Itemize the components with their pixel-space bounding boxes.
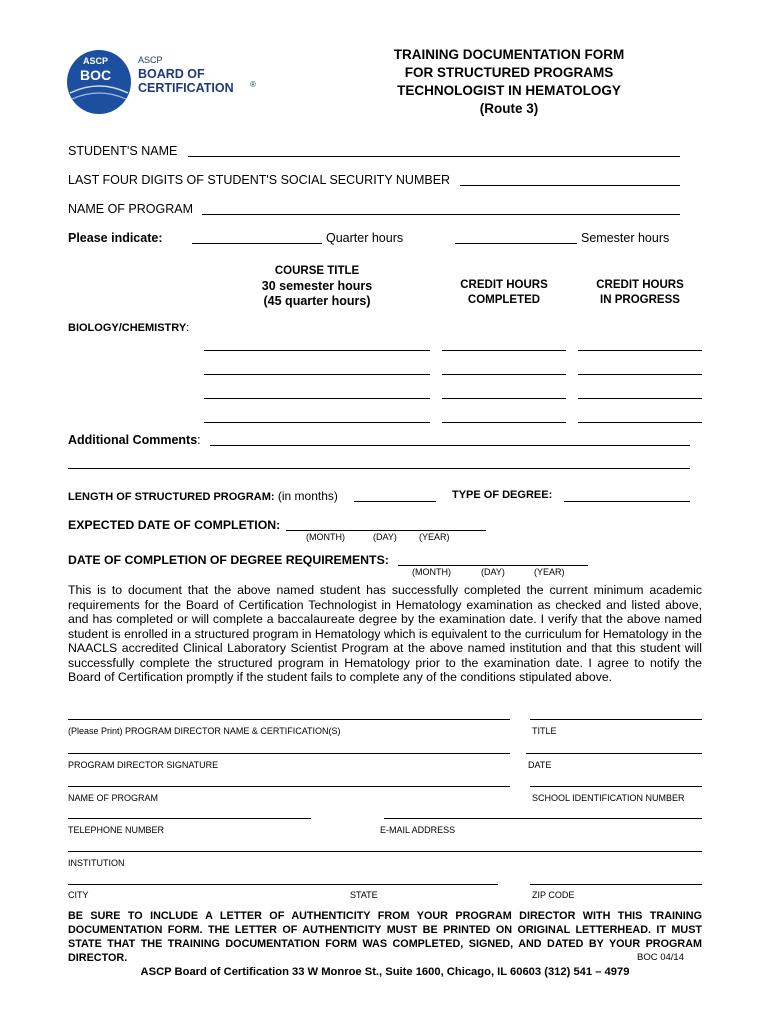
city-label: CITY bbox=[68, 890, 89, 900]
credit-progress-line1: CREDIT HOURS bbox=[596, 279, 684, 291]
institution-field[interactable] bbox=[68, 851, 702, 852]
quarter-hours-label: Quarter hours bbox=[326, 231, 404, 245]
semester-hours-field[interactable] bbox=[455, 243, 577, 244]
credit-progress-header bbox=[576, 278, 704, 308]
email-field[interactable] bbox=[384, 818, 702, 819]
title-field[interactable] bbox=[530, 719, 702, 720]
date-label: DATE bbox=[528, 760, 552, 770]
expected-completion-label: EXPECTED DATE OF COMPLETION: bbox=[68, 518, 281, 532]
course-row-1-title[interactable] bbox=[204, 350, 430, 351]
footer-address: ASCP Board of Certification 33 W Monroe St., Suite 1600, Chicago, IL 60603 (312) 541 – 4979 bbox=[140, 966, 630, 978]
degree-completion-label: DATE OF COMPLETION OF DEGREE REQUIREMENTS: bbox=[68, 553, 389, 567]
badge-main-text: BOC bbox=[80, 67, 112, 83]
credit-completed-line1: CREDIT HOURS bbox=[460, 279, 548, 291]
biology-chemistry-label bbox=[68, 322, 189, 334]
course-row-2-title[interactable] bbox=[204, 374, 430, 375]
city-state-field[interactable] bbox=[68, 884, 498, 885]
course-row-3-completed[interactable] bbox=[442, 398, 566, 399]
telephone-label: TELEPHONE NUMBER bbox=[68, 825, 165, 835]
expected-completion-field[interactable] bbox=[286, 530, 486, 531]
course-row-3-progress[interactable] bbox=[578, 398, 702, 399]
zip-label: ZIP CODE bbox=[532, 890, 575, 900]
title-line2: FOR STRUCTURED PROGRAMS bbox=[404, 65, 614, 80]
program-name-label: NAME OF PROGRAM bbox=[68, 202, 194, 216]
director-name-field[interactable] bbox=[68, 719, 510, 720]
course-title-text: COURSE TITLE bbox=[274, 265, 360, 277]
quarter-hours-requirement: (45 quarter hours) bbox=[263, 294, 371, 308]
signature-field[interactable] bbox=[68, 753, 510, 754]
degree-day-hint: (DAY) bbox=[481, 567, 505, 577]
director-name-label: (Please Print) PROGRAM DIRECTOR NAME & CERTIFICATION(S) bbox=[68, 726, 341, 736]
institution-label: INSTITUTION bbox=[68, 858, 125, 868]
course-row-1-progress[interactable] bbox=[578, 350, 702, 351]
degree-completion-field[interactable] bbox=[398, 565, 588, 566]
zip-field[interactable] bbox=[530, 884, 702, 885]
course-row-4-completed[interactable] bbox=[442, 422, 566, 423]
registered-mark: ® bbox=[250, 80, 256, 89]
program-name-field[interactable] bbox=[202, 214, 680, 215]
section-name: BIOLOGY/CHEMISTRY bbox=[68, 322, 187, 334]
course-row-1-completed[interactable] bbox=[442, 350, 566, 351]
school-id-field[interactable] bbox=[530, 786, 702, 787]
email-label: E-MAIL ADDRESS bbox=[380, 825, 456, 835]
please-indicate-label: Please indicate: bbox=[68, 231, 163, 245]
comments-field-1[interactable] bbox=[210, 445, 690, 446]
org-line2: CERTIFICATION bbox=[138, 81, 234, 95]
form-title bbox=[364, 46, 654, 118]
title-label: TITLE bbox=[532, 726, 557, 736]
credit-progress-line2: IN PROGRESS bbox=[600, 294, 680, 306]
length-unit-text: (in months) bbox=[274, 489, 338, 503]
course-row-2-completed[interactable] bbox=[442, 374, 566, 375]
course-row-4-progress[interactable] bbox=[578, 422, 702, 423]
sig-program-field[interactable] bbox=[68, 786, 510, 787]
semester-hours-requirement: 30 semester hours bbox=[261, 279, 373, 293]
semester-hours-label: Semester hours bbox=[581, 231, 670, 245]
signature-label: PROGRAM DIRECTOR SIGNATURE bbox=[68, 760, 219, 770]
credit-completed-line2: COMPLETED bbox=[467, 294, 541, 306]
comments-field-2[interactable] bbox=[68, 468, 690, 469]
expected-day-hint: (DAY) bbox=[373, 532, 397, 542]
length-label-text: LENGTH OF STRUCTURED PROGRAM: bbox=[68, 491, 275, 503]
org-line1: BOARD OF bbox=[138, 67, 205, 81]
course-title-header bbox=[222, 264, 412, 309]
course-row-3-title[interactable] bbox=[204, 398, 430, 399]
course-row-2-progress[interactable] bbox=[578, 374, 702, 375]
credit-completed-header bbox=[440, 278, 568, 308]
school-id-label: SCHOOL IDENTIFICATION NUMBER bbox=[532, 793, 685, 803]
form-code: BOC 04/14 bbox=[637, 952, 684, 963]
student-name-field[interactable] bbox=[188, 156, 680, 157]
comments-colon: : bbox=[197, 433, 201, 447]
title-line1: TRAINING DOCUMENTATION FORM bbox=[393, 47, 625, 62]
section-colon: : bbox=[186, 322, 190, 334]
expected-month-hint: (MONTH) bbox=[306, 532, 345, 542]
comments-label-text: Additional Comments bbox=[68, 433, 198, 447]
ssn-field[interactable] bbox=[460, 185, 680, 186]
badge-top-text: ASCP bbox=[83, 56, 109, 66]
additional-comments-label bbox=[68, 433, 201, 447]
title-line4: (Route 3) bbox=[479, 101, 539, 116]
degree-year-hint: (YEAR) bbox=[534, 567, 565, 577]
telephone-field[interactable] bbox=[68, 818, 311, 819]
student-name-label: STUDENT'S NAME bbox=[68, 144, 178, 158]
authenticity-warning: BE SURE TO INCLUDE A LETTER OF AUTHENTICITY FROM YOUR PROGRAM DIRECTOR WITH THIS TRAINING DOCUMENTATION FORM. THE LETTER OF AUTHENTICITY MUST BE PRINTED ON ORIGINAL LETTERHEAD. IT MUST STATE THAT THE TRAINING DOCUMENTATION FORM WAS COMPLETED, SIGNED, AND DATED BY YOUR PROGRAM DIRECTOR. bbox=[68, 910, 702, 964]
type-of-degree-label: TYPE OF DEGREE: bbox=[452, 489, 553, 501]
length-program-label bbox=[68, 489, 338, 503]
expected-year-hint: (YEAR) bbox=[419, 532, 450, 542]
title-line3: TECHNOLOGIST IN HEMATOLOGY bbox=[397, 83, 621, 98]
type-of-degree-field[interactable] bbox=[564, 501, 690, 502]
attestation-statement: This is to document that the above named student has successfully completed the current minimum academic requirements for the Board of Certification Technologist in Hematology examination as checked and listed above, and has completed or will complete a baccalaureate degree by the examination date. I verify that the above named student is enrolled in a structured program in Hematology which is equivalent to the curriculum for Hematology in the NAACLS accredited Clinical Laboratory Scientist Program at the above named institution and that this student will successfully complete the structured program in Hematology prior to the examination date. I agree to notify the Board of Certification promptly if the student fails to complete any of the conditions stipulated above. bbox=[68, 583, 702, 684]
length-field[interactable] bbox=[354, 501, 436, 502]
sig-program-label: NAME OF PROGRAM bbox=[68, 793, 159, 803]
date-field[interactable] bbox=[526, 753, 702, 754]
ssn-label: LAST FOUR DIGITS OF STUDENT'S SOCIAL SECURITY NUMBER bbox=[68, 173, 451, 187]
quarter-hours-field[interactable] bbox=[192, 243, 322, 244]
course-row-4-title[interactable] bbox=[204, 422, 430, 423]
degree-month-hint: (MONTH) bbox=[412, 567, 451, 577]
org-small-text: ASCP bbox=[138, 55, 163, 65]
state-label: STATE bbox=[350, 890, 378, 900]
